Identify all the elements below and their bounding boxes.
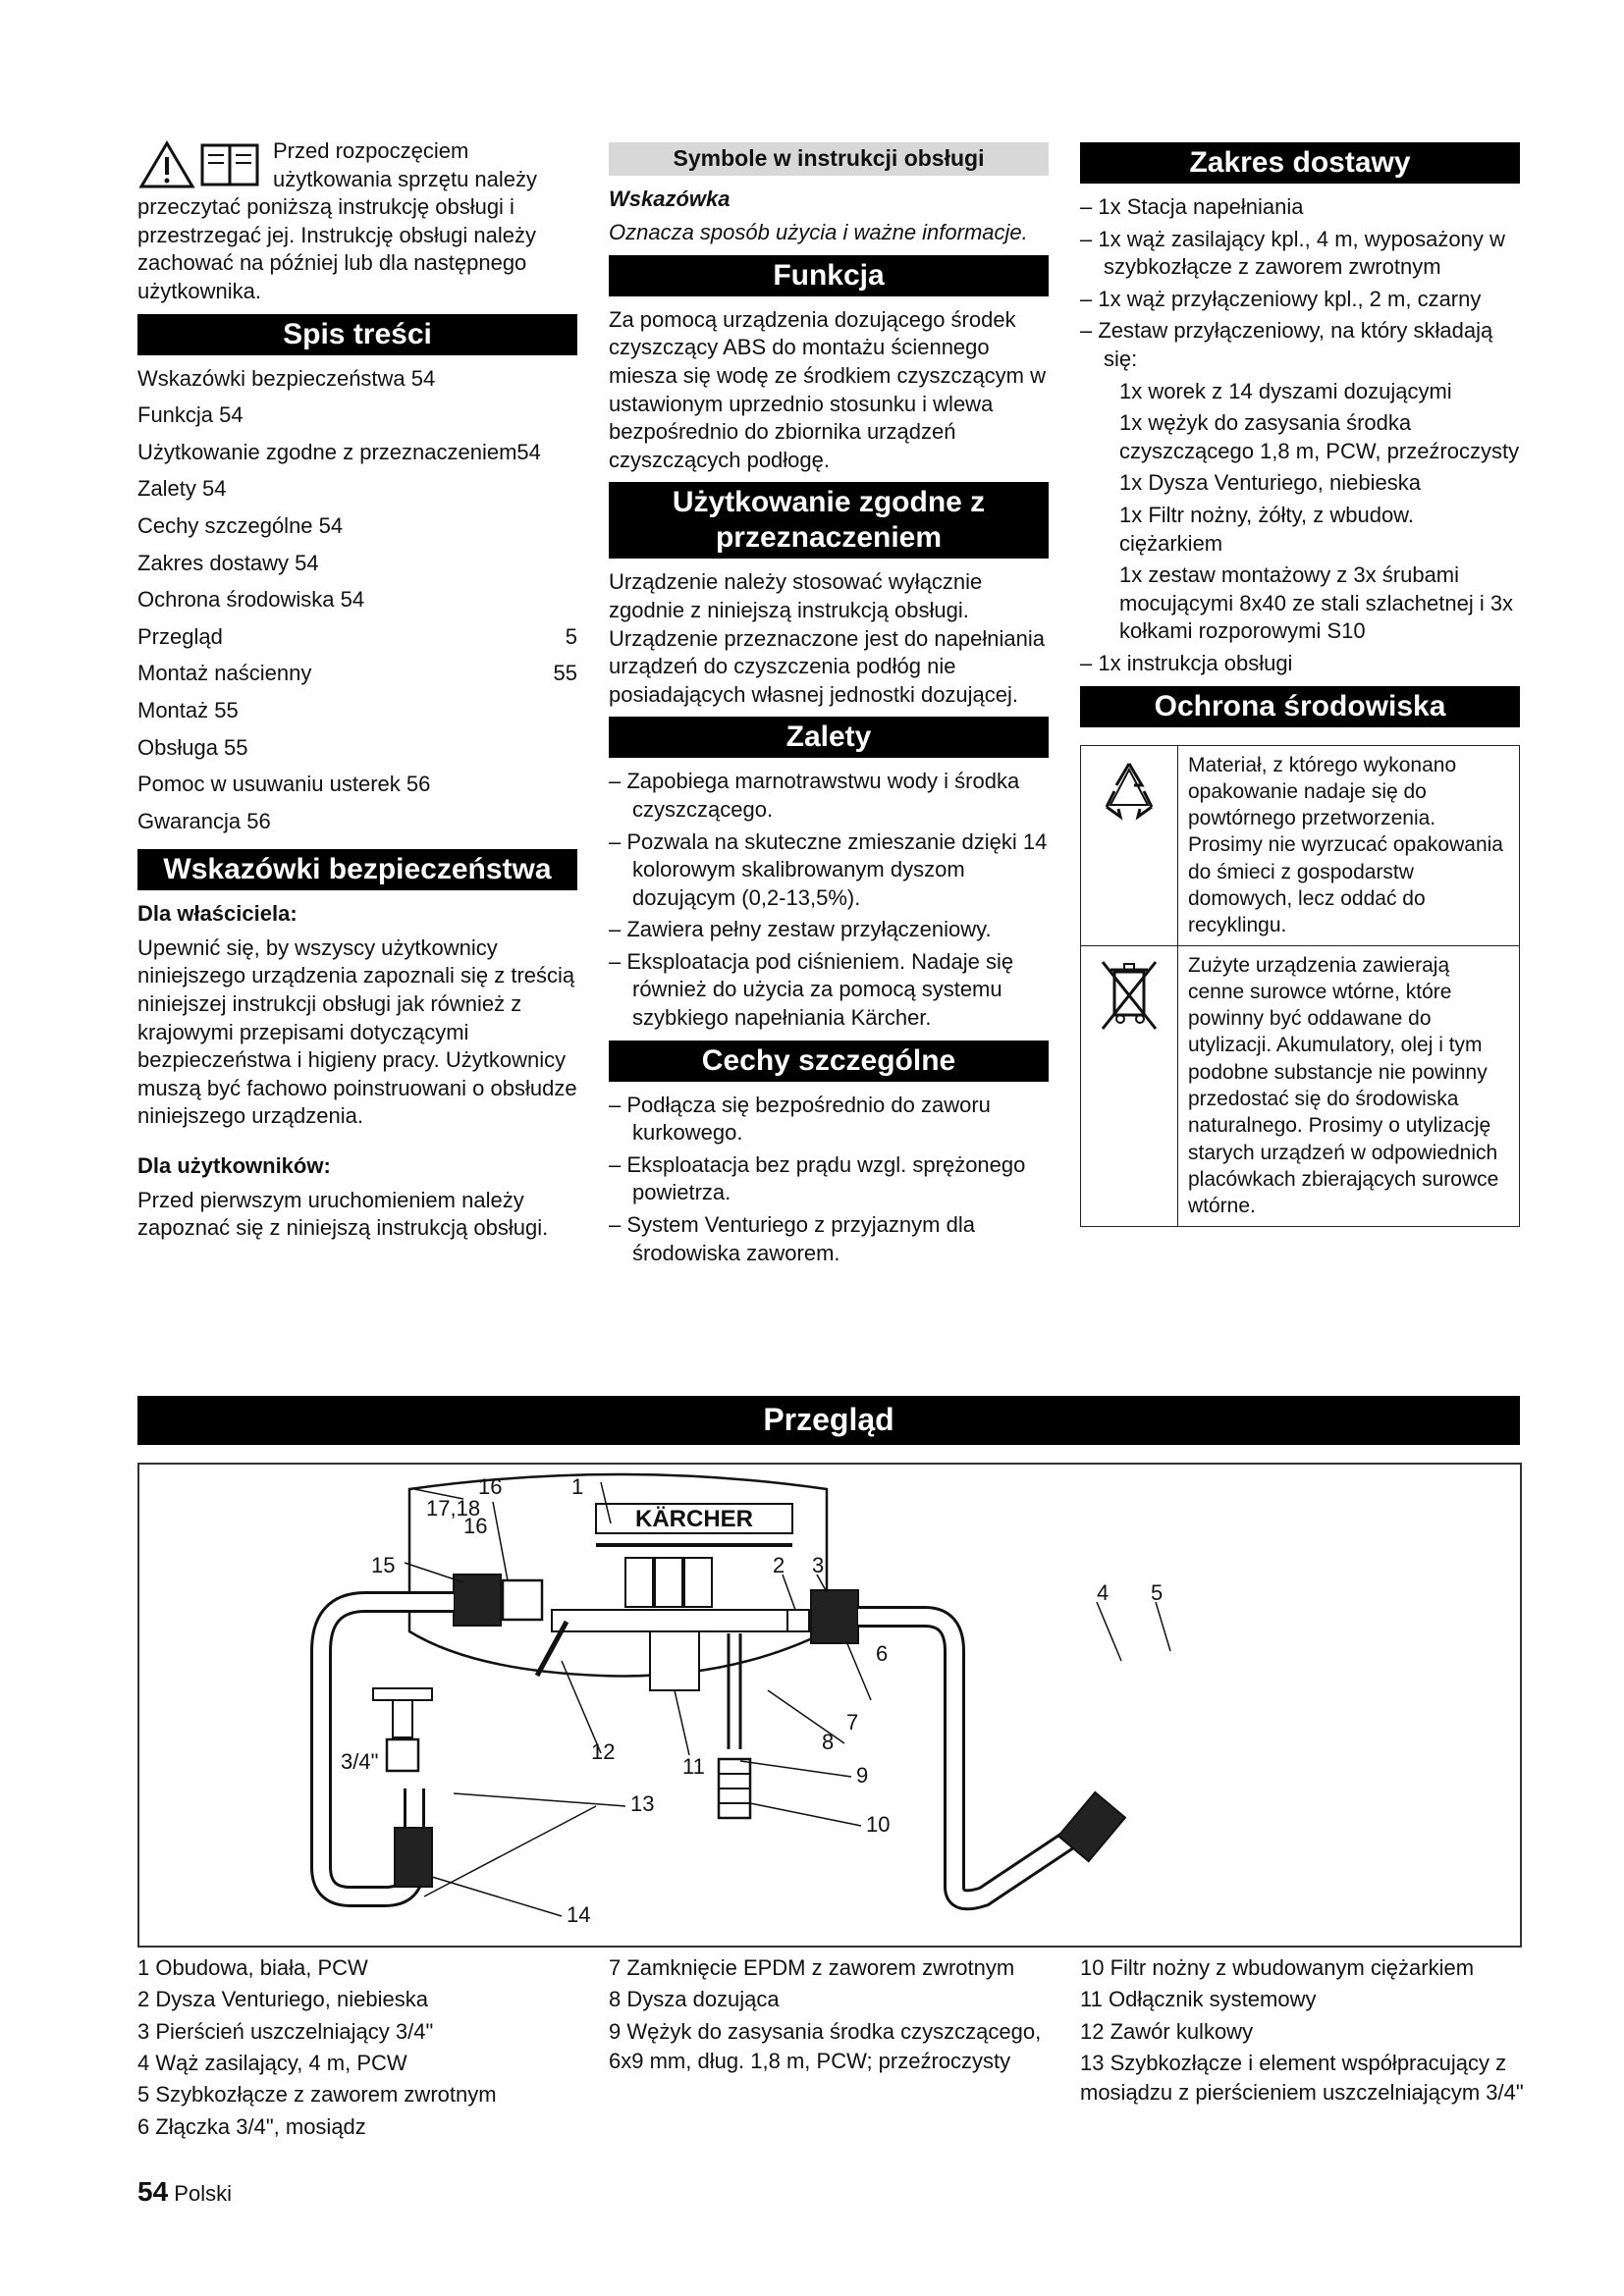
feature-item: – Podłącza się bezpośrednio do zaworu kurkowego. [609,1092,991,1146]
toc-item[interactable]: Montaż 55 [137,697,239,722]
feature-item: – Eksploatacja bez prądu wzgl. sprężonego powietrza. [609,1151,1026,1205]
owner-text: Upewnić się, by wszyscy użytkownicy niniejszego urządzenia zapoznali się z treścią niniejszej instrukcji obsługi jak również z krajowymi przepisami dotyczącymi bezpieczeństwa i higieny pracy. Użytkownicy muszą być fachowo poinstruowani o obsłudze niniejszego urządzenia. [137,934,577,1129]
water-tap [373,1688,432,1700]
users-heading: Dla użytkowników: [137,1153,331,1179]
function-text: Za pomocą urządzenia dozującego środek czyszczący ABS do montażu ściennego miesza się wodę ze środkiem czyszczącym w ustawionym uprzednio stosunku i wlewa bezpośrednio do zbiornika urządzeń czyszczących podłogę. [609,306,1047,472]
toc-item[interactable]: Ochrona środowiska 54 [137,587,365,613]
callout-label: 3 [812,1553,825,1577]
legend-item: 6 Złączka 3/4", mosiądz [137,2113,366,2139]
table-row [1081,945,1520,1226]
environment-table [1080,745,1520,1227]
toc-item[interactable]: Montaż naścienny 55 [137,661,577,686]
environment-heading: Ochrona środowiska [1080,686,1520,727]
legend-item: 8 Dysza dozująca [609,1987,780,2012]
callout-label: 2 [773,1553,785,1577]
symbols-heading: Symbole w instrukcji obsługi [609,142,1049,176]
toc-item[interactable]: Wskazówki bezpieczeństwa 54 [137,365,436,391]
toc-item[interactable]: Pomoc w usuwaniu usterek 56 [137,772,431,797]
weee-cell [1081,945,1178,1226]
legend-item: 3 Pierścień uszczelniający 3/4" [137,2018,434,2044]
legend-item: 10 Filtr nożny z wbudowanym ciężarkiem [1080,1955,1475,1980]
quick-coupling-left [503,1580,542,1620]
delivery-subitem: 1x Dysza Venturiego, niebieska [1119,470,1421,496]
callout-label: 5 [1151,1580,1164,1605]
function-heading: Funkcja [609,255,1049,296]
page-footer [137,2174,232,2210]
legend-item: 1 Obudowa, biała, PCW [137,1955,368,1980]
overview-heading: Przegląd [137,1396,1520,1445]
overview-diagram [137,1463,1522,1948]
recycle-cell [1081,745,1178,945]
device-diagram [139,1465,1520,1946]
callout-label: 6 [876,1641,889,1666]
advantages-heading: Zalety [609,717,1049,758]
usage-text: Urządzenie należy stosować wyłącznie zgodnie z niniejszą instrukcją obsługi. Urządzenie przeznaczone jest do napełniania urządzeń do czyszczenia podłóg nie posiadających własnej jednostki dozującej. [609,569,1045,707]
legend-item: 11 Odłącznik systemowy [1080,1987,1317,2012]
delivery-subitem: 1x worek z 14 dyszami dozującymi [1119,378,1452,403]
toc-item[interactable]: Zakres dostawy 54 [137,550,319,575]
toc-item[interactable]: Obsługa 55 [137,734,248,760]
delivery-item: – Zestaw przyłączeniowy, na który składają się: [1080,318,1493,371]
legend-col-3 [1080,1953,1532,2110]
toc-heading: Spis treści [137,314,577,355]
note-text: Oznacza sposób użycia i ważne informacje. [609,220,1028,245]
callout-label: 14 [567,1902,591,1927]
toc-list [137,365,577,836]
weee-text: Zużyte urządzenia zawierają cenne surowce wtórne, które powinny być oddawane do utylizacji. Akumulatory, olej i tym podobne substancje nie powinny przedostać się do środowiska naturalnego. Prosimy o utylizację starych urządzeń w odpowiednich placówkach zbierających surowce wtórne. [1178,945,1520,1226]
warning-manual-icon [137,139,265,190]
legend-item: 2 Dysza Venturiego, niebieska [137,1987,428,2012]
callout-label: 7 [846,1710,859,1735]
usage-heading: Użytkowanie zgodne z przeznaczeniem [609,482,1049,559]
advantage-item: – Zawiera pełny zestaw przyłączeniowy. [609,917,992,942]
thread-size-label: 3/4" [341,1749,379,1774]
legend-col-1 [137,1953,589,2144]
toc-item[interactable]: Przegląd 5 [137,623,577,649]
safety-heading: Wskazówki bezpieczeństwa [137,849,577,890]
footer-language: Polski [174,2181,232,2206]
callout-label: 9 [856,1763,869,1788]
users-text: Przed pierwszym uruchomieniem należy zapoznać się z niniejszą instrukcją obsługi. [137,1187,549,1241]
legend-item: 5 Szybkozłącze z zaworem zwrotnym [137,2082,497,2108]
advantage-item: – Eksploatacja pod ciśnieniem. Nadaje się również do użycia za pomocą systemu szybkiego napełniania Kärcher. [609,948,1014,1031]
brand-logo: KÄRCHER [635,1506,753,1532]
callout-label: 16 [478,1474,503,1499]
table-row [1081,745,1520,945]
fitting-3-4 [787,1610,809,1631]
advantage-item: – Zapobiega marnotrawstwu wody i środka czyszczącego. [609,769,1020,822]
nozzle [625,1558,653,1607]
delivery-subitem: 1x zestaw montażowy z 3x śrubami mocującymi 8x40 ze stali szlachetnej i 3x kołkami rozporowymi S10 [1119,562,1514,644]
callout-label: 10 [866,1812,891,1837]
delivery-item: – 1x wąż przyłączeniowy kpl., 2 m, czarny [1080,286,1482,311]
hose-coupling-black [395,1828,432,1887]
manifold [552,1610,787,1631]
crossed-bin-icon [1095,956,1164,1035]
legend-item: 4 Wąż zasilający, 4 m, PCW [137,2051,407,2076]
delivery-subitem: 1x Filtr nożny, żółty, z wbudow. ciężarkiem [1119,502,1414,556]
intro-text: Przed rozpoczęciem użytkowania sprzętu należy przeczytać poniższą instrukcję obsługi i przestrzegać jej. Instrukcję obsługi należy zachować na później lub dla następnego użytkownika. [137,138,538,303]
legend-item: 7 Zamknięcie EPDM z zaworem zwrotnym [609,1955,1015,1980]
legend-item: 13 Szybkozłącze i element współpracujący z mosiądzu z pierścieniem uszczelniającym 3/4" [1080,2051,1524,2106]
note-heading: Wskazówka [609,186,731,211]
delivery-item: – 1x Stacja napełniania [1080,194,1304,219]
callout-label: 17,18 [426,1496,481,1521]
features-heading: Cechy szczególne [609,1041,1049,1082]
toc-item[interactable]: Użytkowanie zgodne z przeznaczeniem54 [137,439,541,464]
toc-item[interactable]: Gwarancja 56 [137,808,271,833]
delivery-item: – 1x wąż zasilający kpl., 4 m, wyposażony w szybkozłącze z zaworem zwrotnym [1080,226,1505,280]
intro-block [137,137,577,306]
legend-col-2 [609,1953,1060,2078]
legend-item: 9 Wężyk do zasysania środka czyszczącego, 6x9 mm, dług. 1,8 m, PCW; przeźroczysty [609,2018,1042,2074]
column-middle [609,137,1049,1271]
toc-item[interactable]: Cechy szczególne 54 [137,512,344,538]
recycle-text: Materiał, z którego wykonano opakowanie nadaje się do powtórnego przetworzenia. Prosimy nie wyrzucać opakowania do śmieci z gospodarstw domowych, lecz oddać do recyklingu. [1178,745,1520,945]
callout-label: 12 [591,1739,616,1764]
tap-coupling [387,1739,418,1771]
nozzle [684,1558,712,1607]
page-number: 54 [137,2176,169,2207]
callout-label: 16 [463,1514,488,1538]
owner-heading: Dla właściciela: [137,901,298,927]
column-left [137,137,577,1249]
callout-label: 4 [1097,1580,1110,1605]
delivery-item: – 1x instrukcja obsługi [1080,650,1293,675]
callout-label: 15 [371,1553,396,1577]
recycle-icon [1095,756,1164,825]
nozzle [655,1558,682,1607]
advantage-item: – Pozwala na skuteczne zmieszanie dzięki 14 kolorowym skalibrowanym dyszom dozującym (0,2-13,5%). [609,828,1048,910]
callout-label: 11 [682,1754,705,1779]
system-separator [650,1631,699,1690]
column-right [1080,137,1520,1227]
quick-coupling-right [811,1590,858,1643]
callout-label: 8 [822,1730,835,1754]
delivery-heading: Zakres dostawy [1080,142,1520,184]
callout-label: 1 [571,1474,584,1499]
feature-item: – System Venturiego z przyjaznym dla środowiska zaworem. [609,1212,975,1265]
callout-label: 13 [630,1791,655,1816]
delivery-subitem: 1x wężyk do zasysania środka czyszczącego 1,8 m, PCW, przeźroczysty [1119,410,1520,463]
toc-item[interactable]: Zalety 54 [137,476,227,502]
legend-item: 12 Zawór kulkowy [1080,2018,1254,2044]
toc-item[interactable]: Funkcja 54 [137,402,244,428]
